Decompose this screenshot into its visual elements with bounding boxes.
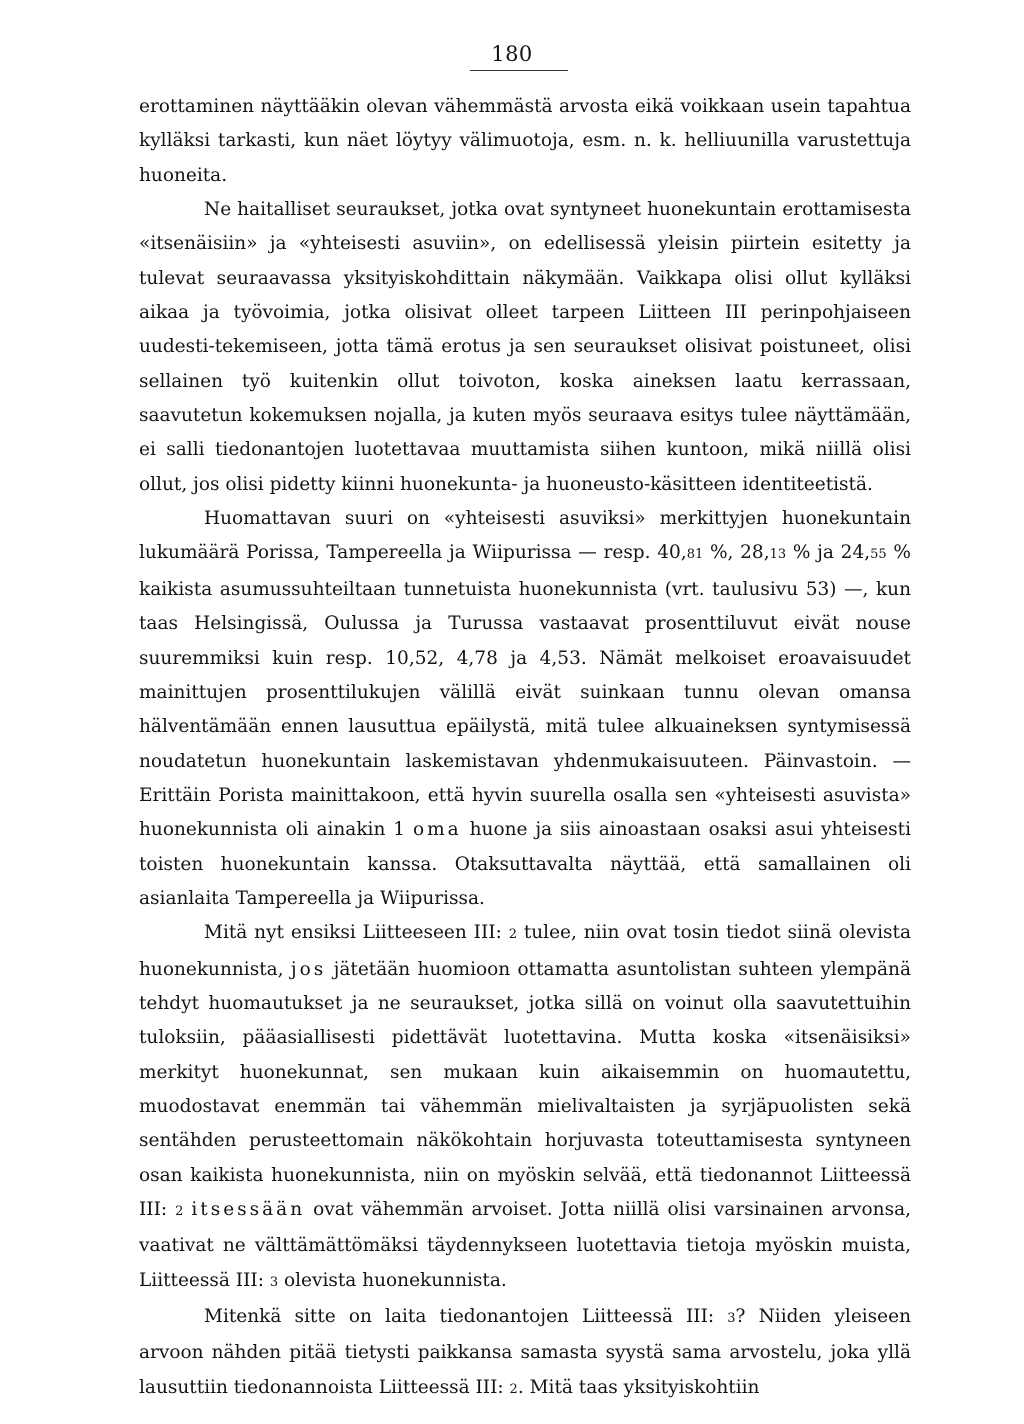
page-number-rule bbox=[470, 70, 568, 71]
paragraph-text-run: . Mitä taas yksityiskohtiin bbox=[517, 1376, 760, 1398]
spaced-emphasis-text: jos bbox=[290, 958, 327, 980]
paragraph-text-run: olevista huonekunnista. bbox=[278, 1269, 507, 1291]
small-numeral-text: 3 bbox=[269, 1274, 279, 1290]
paragraph-text-run: erottaminen näyttääkin olevan vähemmästä arvosta eikä voikkaan usein tapahtua kylläksi tarkasti, kun näet löytyy välimuotoja, esm. n. k. helliuunilla varustettuja huoneita. bbox=[139, 96, 911, 186]
paragraph-text-run: huone ja siis ainoastaan osaksi asui yhteisesti toisten huonekuntain kanssa. Otaksuttavalta näyttää, että samallainen oli asianlaita Tampereella ja Wiipurissa. bbox=[139, 819, 912, 909]
small-numeral-text: 13 bbox=[769, 547, 787, 563]
paragraph-text-run: %, 28, bbox=[703, 542, 770, 564]
small-numeral-text: 3 bbox=[727, 1311, 736, 1327]
small-numeral-text: 81 bbox=[686, 547, 704, 563]
paragraph bbox=[139, 502, 911, 916]
paragraph-text-run: Ne haitalliset seuraukset, jotka ovat syntyneet huonekuntain erottamisesta «itsenäisiin» ja «yhteisesti asuviin», on edellisessä yleisin piirtein esitetty ja tulevat seuraavassa yksityiskohdittain näkymään. Vaikkapa olisi ollut kylläksi aikaa ja työvoimia, jotka olisivat olleet tarpeen Liitteen III perinpohjaiseen uudesti-tekemiseen, jotta tämä erotus ja sen seuraukset olisivat poistuneet, olisi sellainen työ kuitenkin ollut toivoton, koska aineksen laatu kerrassaan, saavutetun kokemuksen nojalla, ja kuten myös seuraava esitys tulee näyttämään, ei salli tiedonantojen luotettavaa muuttamista siihen kuntoon, mikä niillä olisi ollut, jos olisi pidetty kiinni huonekunta- ja huoneusto-käsitteen identiteetistä. bbox=[139, 199, 911, 495]
paragraph-text-run: % ja 24, bbox=[786, 542, 871, 564]
paragraph-text-run: jätetään huomioon ottamatta asuntolistan suhteen ylempänä tehdyt huomautukset ja ne seuraukset, jotka sillä on voinut olla saavutettuihin tuloksiin, pääasiallisesti pidettävät luotettavina. Mutta koska «itsenäisiksi» merkityt huonekunnat, sen mukaan kuin aikaisemmin on huomautettu, muodostavat enemmän tai vähemmän mielivaltaisten ja syrjäpuolisten sekä sentähden perusteettomain näkökohtain horjuvasta toteuttamisesta syntyneen osan kaikista huonekunnista, niin on myöskin selvää, että tiedonannot Liitteessä III: bbox=[139, 958, 912, 1220]
paragraph bbox=[139, 916, 911, 1300]
paragraph bbox=[139, 193, 911, 502]
page-number: 180 bbox=[491, 42, 533, 66]
paragraph bbox=[139, 1300, 911, 1407]
paragraph-text-run: Mitenkä sitte on laita tiedonantojen Liitteessä III: bbox=[204, 1306, 728, 1328]
small-numeral-text: 2 bbox=[175, 1204, 184, 1219]
small-numeral-text: 55 bbox=[870, 547, 887, 563]
small-numeral-text: 2 bbox=[508, 927, 517, 943]
spaced-emphasis-text: oma bbox=[412, 819, 462, 841]
paragraph-text-run: Huomattavan suuri on «yhteisesti asuviksi» merkittyjen huonekuntain lukumäärä Porissa, Tampereella ja Wiipurissa — resp. 40, bbox=[139, 508, 911, 564]
small-numeral-text: 2 bbox=[509, 1381, 518, 1397]
paragraph-text-run: tulee, niin ovat tosin tiedot siinä olevista huonekunnista, bbox=[139, 922, 911, 980]
body-text bbox=[139, 90, 911, 1407]
paragraph-text-run: ovat vähemmän arvoiset. Jotta niillä olisi varsinainen arvonsa, vaativat ne välttämättömäksi täydennykseen luotettavia tietoja myöskin muista, Liitteessä III: bbox=[139, 1199, 911, 1291]
paragraph-text-run: Mitä nyt ensiksi Liitteeseen III: bbox=[204, 922, 509, 944]
paragraph-text-run: % kaikista asumussuhteiltaan tunnetuista huonekunnista (vrt. taulusivu 53) —, kun taas Helsingissä, Oulussa ja Turussa vastaavat prosenttiluvut eivät nouse suuremmiksi kuin resp. 10,52, 4,78 ja 4,53. Nämät melkoiset eroavaisuudet mainittujen prosenttilukujen välillä eivät suinkaan tunnu olevan omansa hälventämään ennen lausuttua epäilystä, mitä tulee alkuaineksen syntymisessä noudatetun huonekuntain laskemistavan yhdenmukaisuuteen. Päinvastoin. — Erittäin Porista mainittakoon, että hyvin suurella osalla sen «yhteisesti asuvista» huonekunnista oli ainakin 1 bbox=[139, 542, 911, 841]
spaced-emphasis-text: itsessään bbox=[191, 1199, 306, 1220]
paragraph-text-run: ? Niiden yleiseen arvoon nähden pitää tietysti paikkansa samasta syystä sama arvostelu, joka yllä lausuttiin tiedonannoista Liitteessä III: bbox=[139, 1306, 911, 1398]
paragraph bbox=[139, 90, 911, 193]
